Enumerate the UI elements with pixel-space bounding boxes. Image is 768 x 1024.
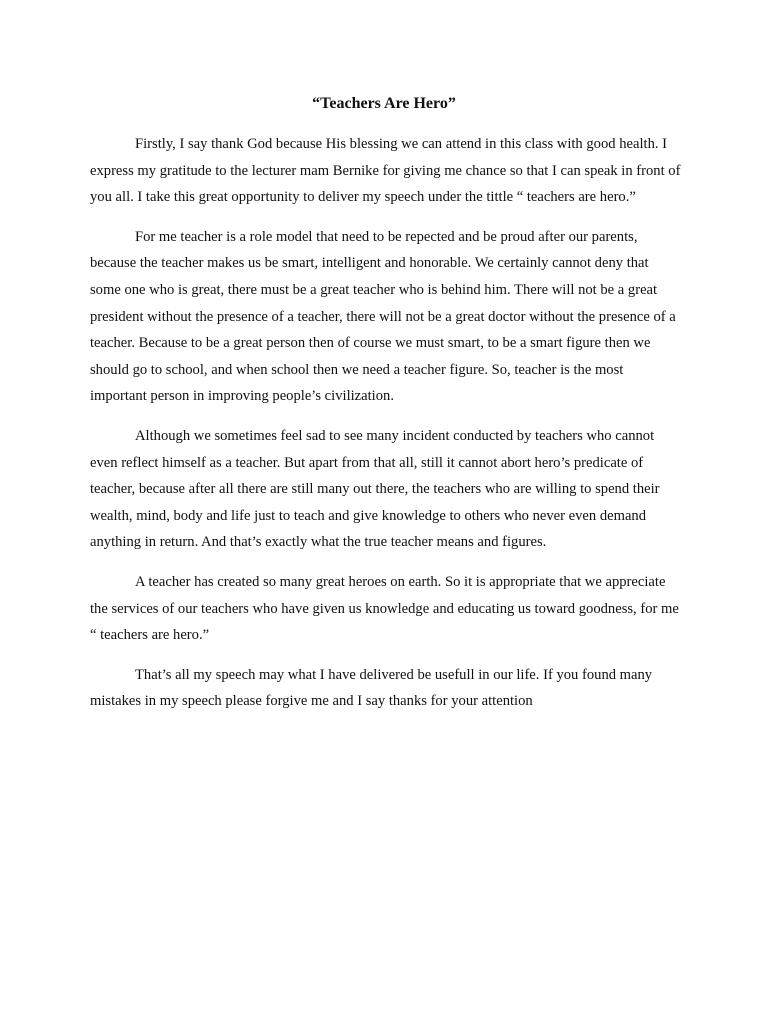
document-body <box>90 131 682 728</box>
document-title: “Teachers Are Hero” <box>312 95 456 112</box>
paragraph-heroes: A teacher has created so many great heroes on earth. So it is appropriate that we appreciate the services of our teachers who have given us knowledge and educating us toward goodness, for me “ teachers are hero.” <box>90 573 679 644</box>
paragraph-role-model: For me teacher is a role model that need to be repected and be proud after our parents, because the teacher makes us be smart, intelligent and honorable. We certainly cannot deny that some one who is great, there must be a great teacher who is behind him. There will not be a great president without the presence of a teacher, there will not be a great doctor without the presence of a teacher. Because to be a great person then of course we must smart, to be a smart figure then we should go to school, and when school then we need a teacher figure. So, teacher is the most important person in improving people’s civilization. <box>90 228 676 405</box>
paragraph-intro: Firstly, I say thank God because His blessing we can attend in this class with good health. I express my gratitude to the lecturer mam Bernike for giving me chance so that I can speak in front of you all. I take this great opportunity to deliver my speech under the tittle “ teachers are hero.” <box>90 136 681 206</box>
paragraph-incidents: Although we sometimes feel sad to see many incident conducted by teachers who cannot even reflect himself as a teacher. But apart from that all, still it cannot abort hero’s predicate of teacher, because after all there are still many out there, the teachers who are willing to spend their wealth, mind, body and life just to teach and give knowledge to others who never even demand anything in return. And that’s exactly what the true teacher means and figures. <box>90 427 660 551</box>
paragraph-closing: That’s all my speech may what I have delivered be usefull in our life. If you found many mistakes in my speech please forgive me and I say thanks for your attention <box>90 666 653 710</box>
